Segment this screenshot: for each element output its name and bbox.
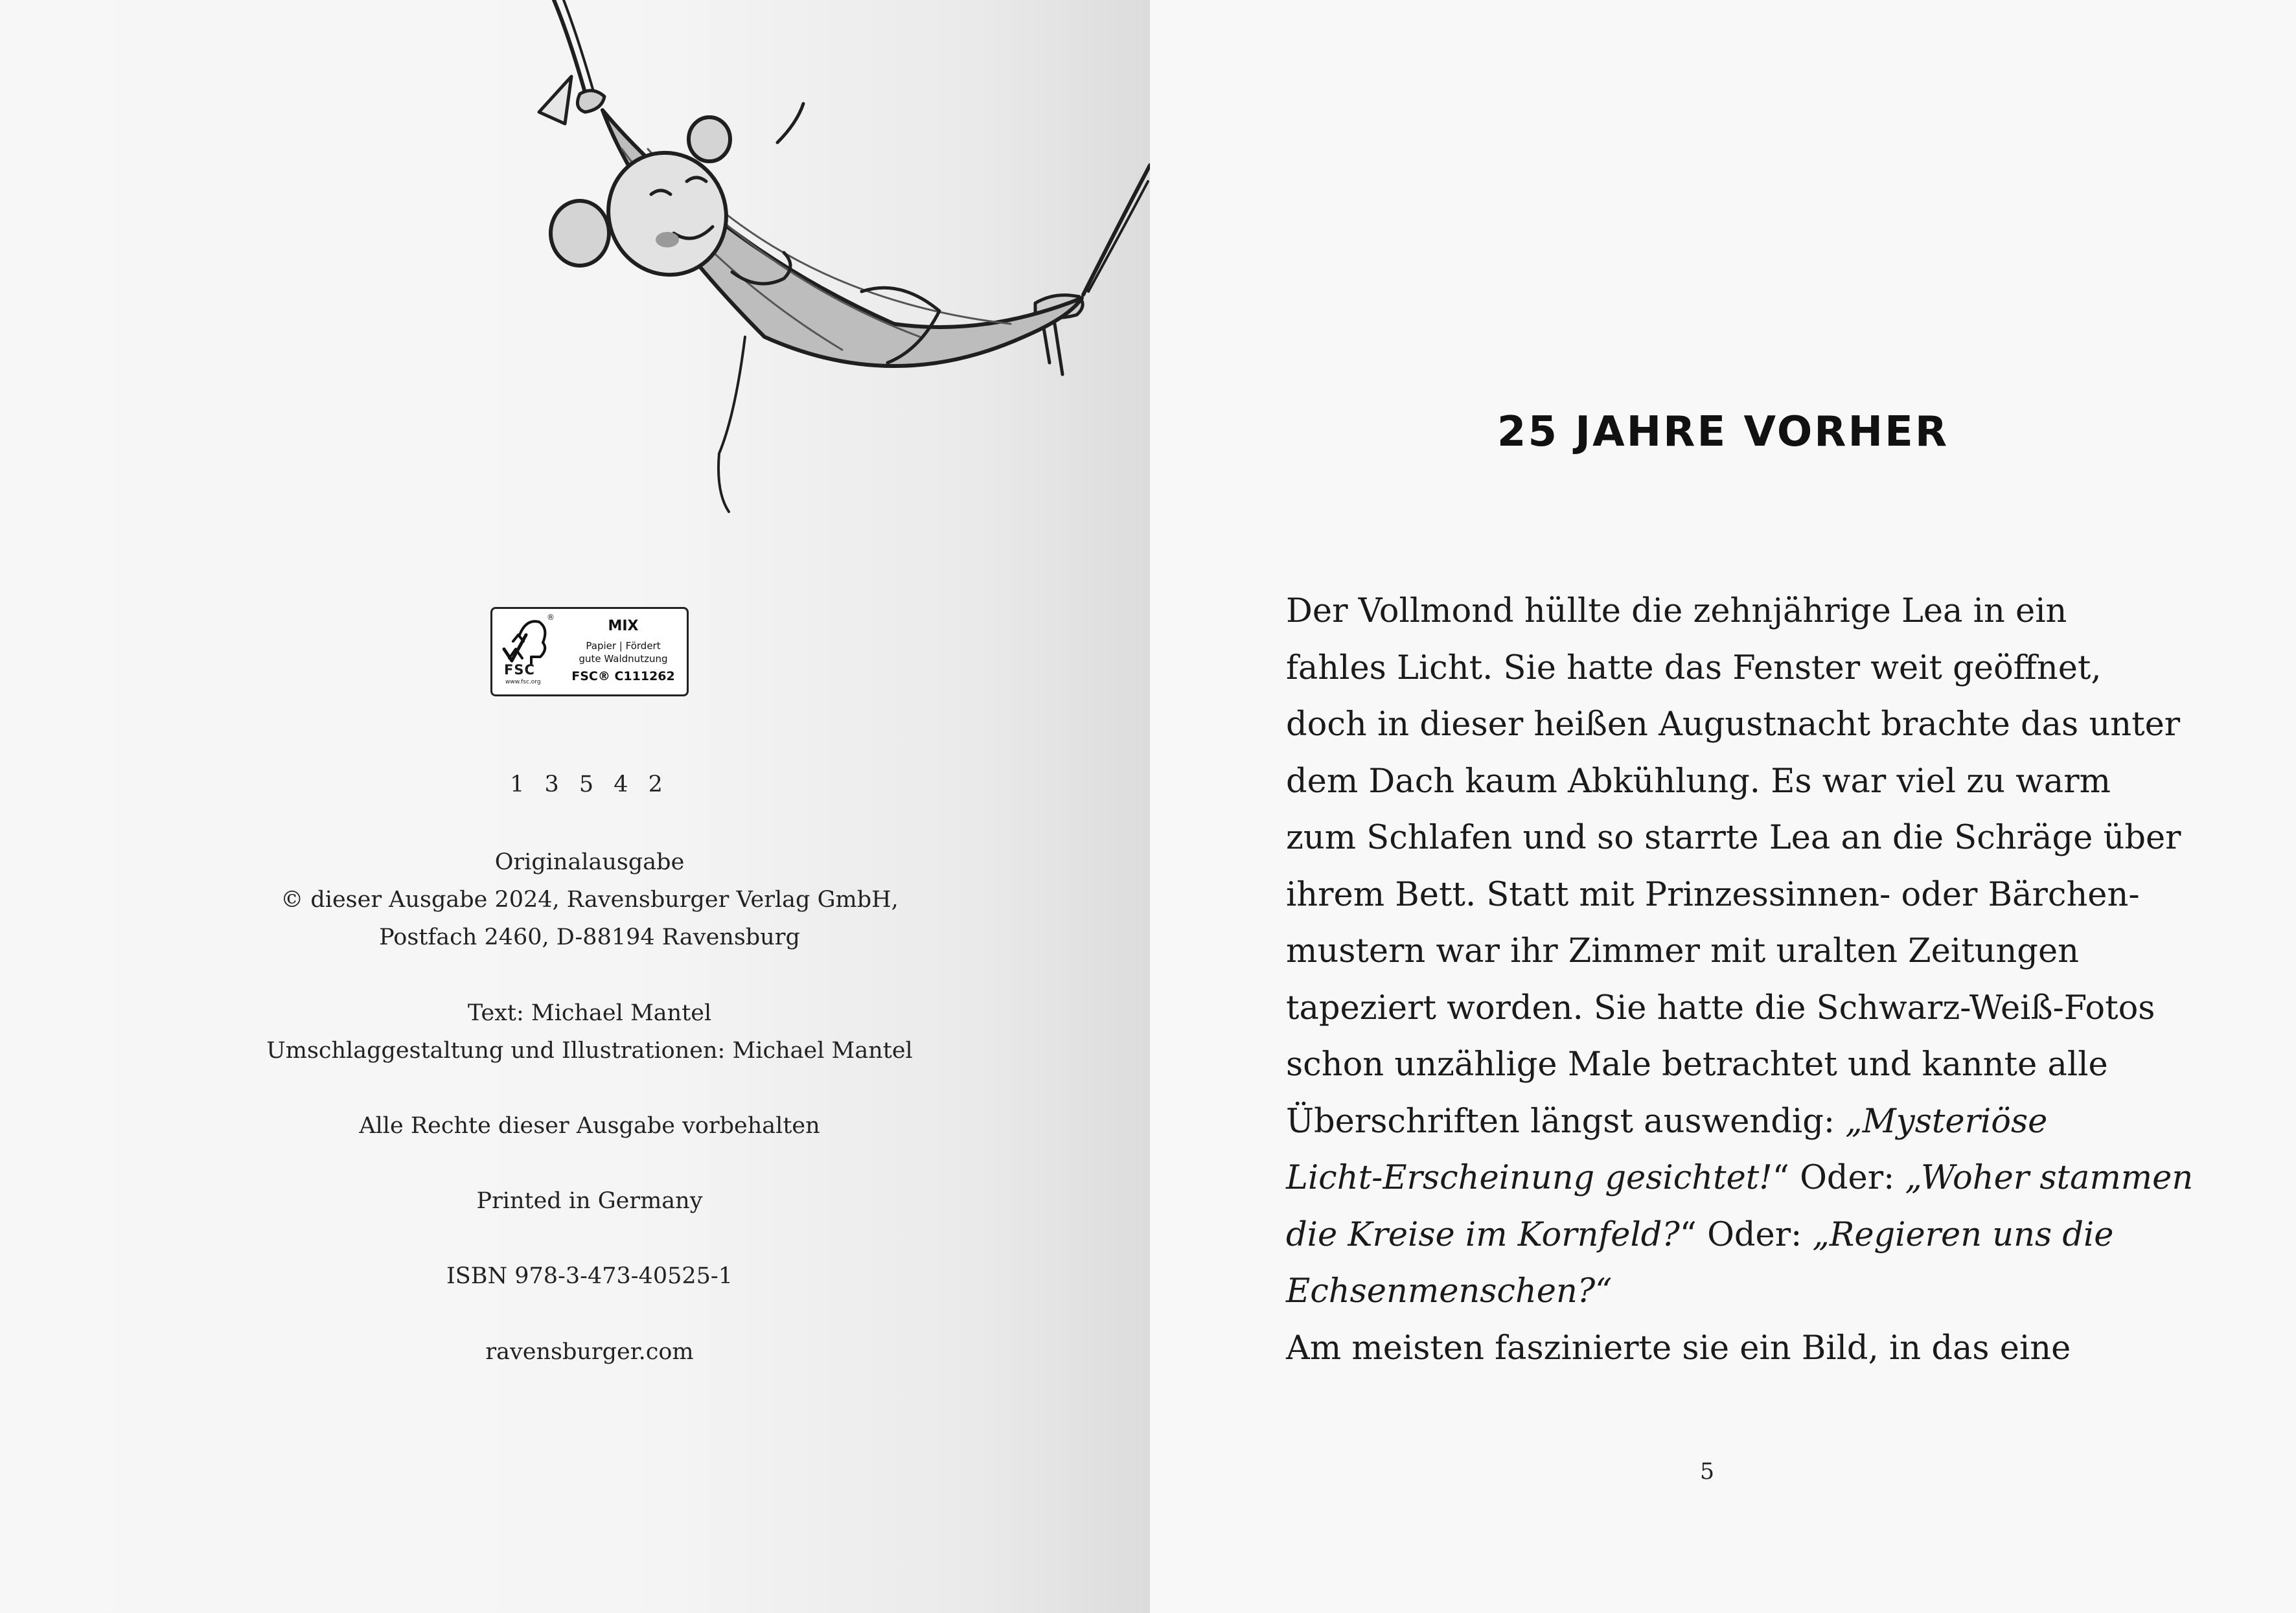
copyright: © dieser Ausgabe 2024, Ravensburger Verlag GmbH, bbox=[281, 887, 899, 913]
chapter-title: 25 JAHRE VORHER bbox=[1497, 408, 1949, 456]
text-line bbox=[1286, 1207, 2128, 1264]
italic-headline: „Regieren uns die bbox=[1812, 1215, 2114, 1254]
fsc-mix-label: MIX bbox=[608, 618, 639, 634]
text-credit: Text: Michael Mantel bbox=[467, 1000, 712, 1026]
isbn: ISBN 978-3-473-40525-1 bbox=[446, 1263, 733, 1289]
italic-headline: „Woher stammen bbox=[1905, 1159, 2194, 1197]
text-segment: “ Oder: bbox=[1772, 1159, 1905, 1197]
italic-headline: Licht-Erscheinung gesichtet! bbox=[1286, 1159, 1773, 1197]
publisher-address: Postfach 2460, D-88194 Ravensburg bbox=[379, 924, 800, 950]
text-line: ihrem Bett. Statt mit Prinzessinnen- oder Bärchen- bbox=[1286, 875, 2140, 914]
text-line: Der Vollmond hüllte die zehnjährige Lea in ein bbox=[1286, 592, 2067, 630]
edition: Originalausgabe bbox=[494, 849, 685, 875]
text-line: schon unzählige Male betrachtet und kannte alle bbox=[1286, 1046, 2108, 1084]
text-line: doch in dieser heißen Augustnacht brachte das unter bbox=[1286, 705, 2181, 744]
text-line: mustern war ihr Zimmer mit uralten Zeitungen bbox=[1286, 932, 2079, 970]
text-line: Am meisten faszinierte sie ein Bild, in das eine bbox=[1286, 1329, 2071, 1367]
registered-mark: ® bbox=[547, 613, 555, 622]
rights-notice: Alle Rechte dieser Ausgabe vorbehalten bbox=[359, 1113, 820, 1139]
illustration-credit: Umschlaggestaltung und Illustrationen: Michael Mantel bbox=[266, 1038, 913, 1064]
print-numbers: 1 3 5 4 2 bbox=[510, 772, 669, 797]
body-text bbox=[1286, 583, 2194, 1377]
text-line: zum Schlafen und so starrte Lea an die Schräge über bbox=[1286, 819, 2181, 857]
text-segment: Überschriften längst auswendig: bbox=[1286, 1102, 1846, 1141]
italic-headline: „Mysteriöse bbox=[1845, 1102, 2048, 1141]
printed-in: Printed in Germany bbox=[476, 1188, 703, 1214]
page-number: 5 bbox=[1699, 1459, 1715, 1485]
text-line: tapeziert worden. Sie hatte die Schwarz-Weiß-Fotos bbox=[1286, 989, 2155, 1027]
mouse-in-hammock-illustration bbox=[505, 0, 1150, 518]
text-line bbox=[1286, 1150, 2194, 1207]
fsc-code: FSC® C111262 bbox=[571, 669, 675, 683]
fsc-line-2: gute Waldnutzung bbox=[579, 653, 668, 665]
fsc-details bbox=[565, 618, 682, 683]
website: ravensburger.com bbox=[485, 1339, 694, 1365]
fsc-web: www.fsc.org bbox=[505, 679, 541, 685]
fsc-line-1: Papier | Fördert bbox=[586, 640, 661, 652]
text-line bbox=[1286, 1093, 2128, 1150]
fsc-certification-badge bbox=[490, 607, 689, 696]
italic-headline: die Kreise im Kornfeld? bbox=[1286, 1215, 1680, 1254]
text-segment: “ Oder: bbox=[1679, 1215, 1813, 1254]
text-line: fahles Licht. Sie hatte das Fenster weit geöffnet, bbox=[1286, 648, 2102, 687]
text-line bbox=[1286, 1263, 2128, 1320]
text-line: dem Dach kaum Abkühlung. Es war viel zu warm bbox=[1286, 762, 2111, 801]
italic-headline: Echsenmenschen?“ bbox=[1286, 1272, 1613, 1310]
fsc-logo-text: FSC bbox=[504, 662, 535, 678]
